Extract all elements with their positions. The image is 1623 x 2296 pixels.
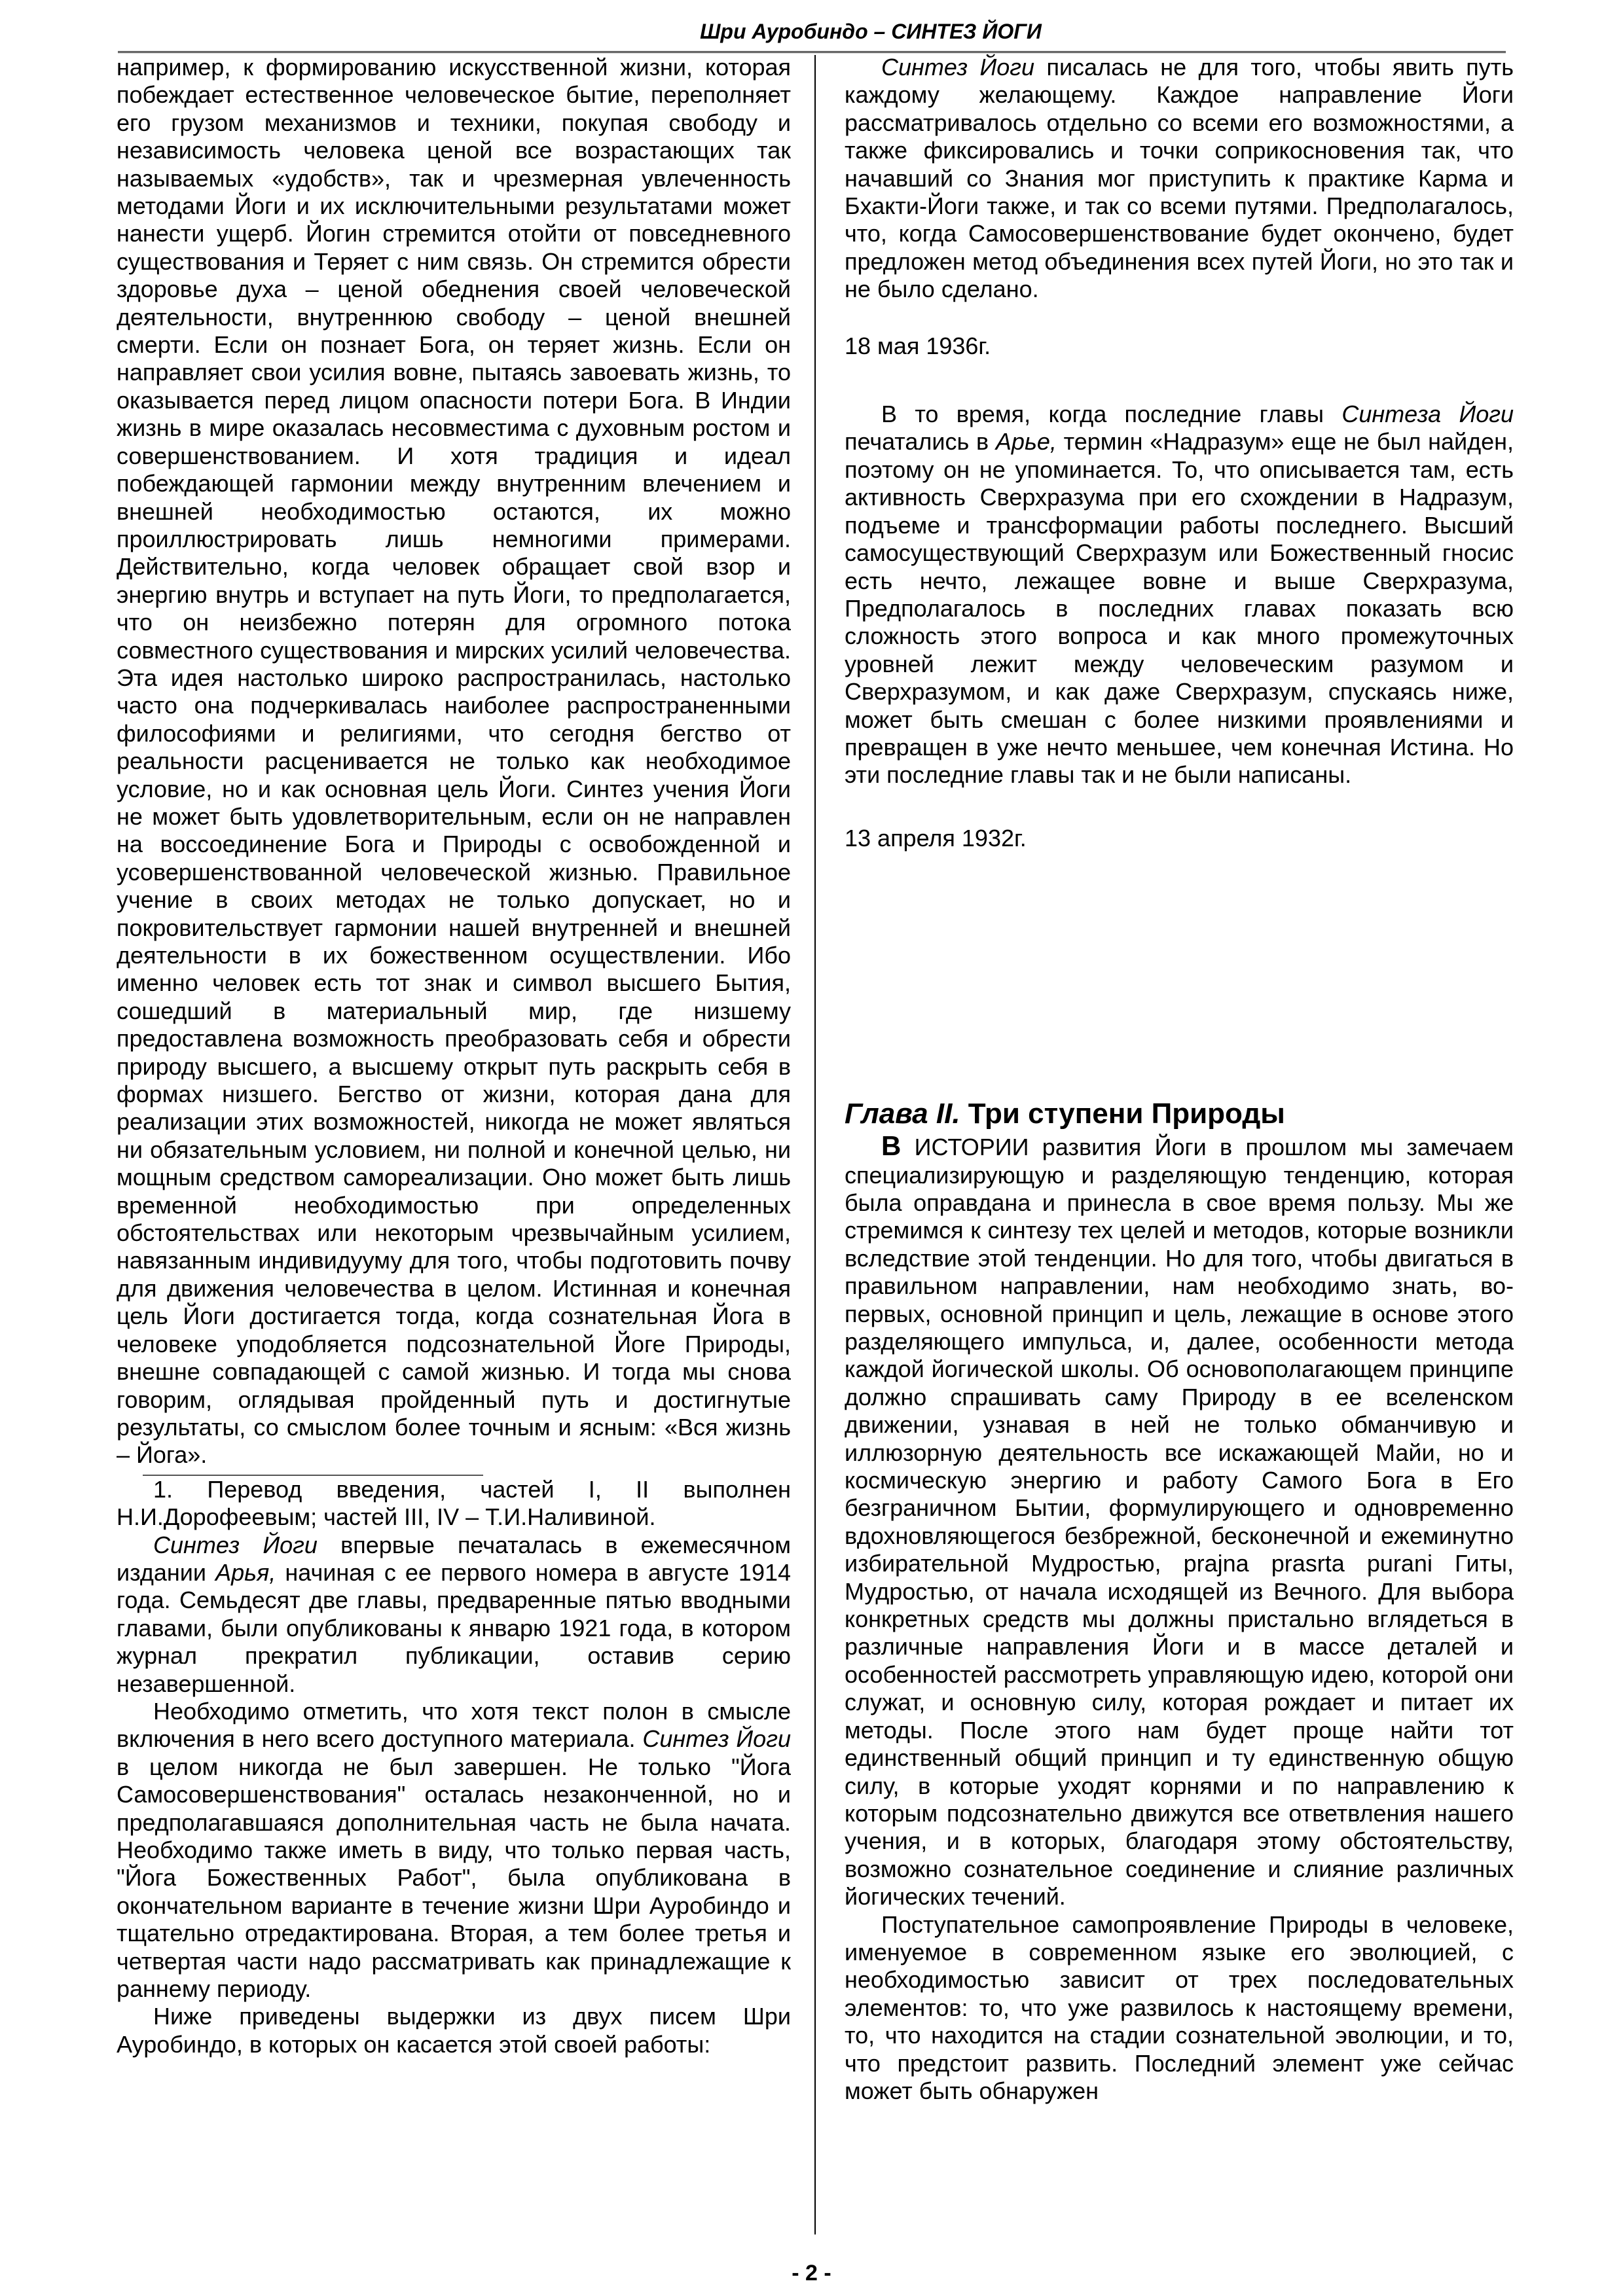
journal-title: Арья,: [215, 1558, 276, 1586]
completeness-paragraph: Необходимо отметить, что хотя текст полон в смысле включения в него всего доступного материала. Синтез Йоги в целом никогда не был завершен. Не только "Йога Самосовершенствования" осталась незаконченной, но и предполагавшаяся дополнительная часть не была начата. Необходимо также иметь в виду, что только первая часть, "Йога Божественных Работ", была опубликована в окончательном варианте в течение жизни Шри Ауробиндо и тщательно отредактирована. Вторая, а тем более третья и четвертая части надо рассматривать как принадлежащие к раннему периоду.: [117, 1697, 791, 2003]
book-title: Синтез Йоги: [881, 54, 1035, 81]
publication-paragraph: Синтез Йоги впервые печаталась в ежемесячном издании Арья, начиная с ее первого номера в августе 1914 года. Семьдесят две главы, предваренные пятью вводными главами, были опубликованы к январю 1921 года, в котором журнал прекратил публикации, оставив серию незавершенной.: [117, 1531, 792, 1697]
letters-intro-paragraph: Ниже приведены выдержки из двух писем Шри Ауробиндо, в которых он касается этой своей работы:: [117, 2003, 791, 2058]
running-header: Шри Ауробиндо – СИНТЕЗ ЙОГИ: [700, 20, 1042, 43]
letter-2: В то время, когда последние главы Синтеза Йоги печатались в Арье, термин «Надразум» еще не был найден, поэтому он не упоминается. То, что описывается там, есть активность Сверхразума при его схождении в Надразум, подъеме и трансформации работы последнего. Высший самосуществующий Сверхразум или Божественный гносис есть нечто, лежащее вовне и выше Сверхразума, Предполагалось в последних главах показать всю сложность этого вопроса и как много промежуточных уровней лежит между человеческим разумом и Сверхразумом, и как даже Сверхразум, спускаясь ниже, может быть смешан с более низкими проявлениями и превращен в уже нечто меньшее, чем конечная Истина. Но эти последние главы так и не были написаны.: [845, 401, 1514, 789]
column-divider: [814, 55, 816, 2234]
journal-title: Арье,: [995, 428, 1057, 456]
page-number: - 2 -: [792, 2261, 831, 2286]
letter-2-date: 13 апреля 1932г.: [845, 824, 1027, 852]
letter-1-date: 18 мая 1936г.: [845, 332, 991, 359]
chapter-label: Глава II.: [845, 1098, 960, 1130]
left-column: [117, 54, 791, 2058]
chapter-paragraph-2: Поступательное самопроявление Природы в человеке, именуемое в современном языке его эволюцией, с необходимостью зависит от трех последовательных элементов: то, что уже развилось к настоящему времени, то, что находится на стадии сознательной эволюции, и то, что предстоит развить. Последний элемент уже сейчас может быть обнаружен: [845, 1910, 1514, 2104]
letter-1: Синтез Йоги писалась не для того, чтобы явить путь каждому желающему. Каждое направление Йоги рассматривалось отдельно со всеми его возможностями, а также фиксировались и точки соприкосновения так, что начавший со Знания мог приступить к практике Карма и Бхакти-Йоги также, и так со всеми путями. Предполагалось, что, когда Самосовершенствование будет окончено, будет предложен метод объединения всех путей Йоги, но это так и не было сделано.: [845, 54, 1514, 303]
translator-footnote: 1. Перевод введения, частей I, II выполнен Н.И.Дорофеевым; частей III, IV – Т.И.Наливиной.: [117, 1475, 791, 1531]
book-title: Синтеза Йоги: [1341, 401, 1514, 428]
book-title: Синтез Йоги: [153, 1531, 318, 1558]
chapter-heading: [845, 1096, 1514, 1132]
drop-cap: В: [881, 1130, 902, 1162]
chapter-name: Три ступени Природы: [968, 1098, 1285, 1130]
continuation-paragraph: например, к формированию искусственной жизни, которая побеждает естественное человеческое бытие, переполняет его грузом механизмов и техники, покупая свободу и независимость человека ценой все возрастающих так называемых «удобств», так и чрезмерная увлеченность методами Йоги и их исключительными результатами может нанести ущерб. Йогин стремится отойти от повседневного существования и Теряет с ним связь. Он стремится обрести здоровье духа – ценой обеднения своей человеческой деятельности, внутреннюю свободу – ценой внешней смерти. Если он познает Бога, он теряет жизнь. Если он направляет свои усилия вовне, пытаясь завоевать жизнь, то оказывается перед лицом опасности потери Бога. В Индии жизнь в мире оказалась несовместима с духовным ростом и совершенствованием. И хотя традиция и идеал побеждающей гармонии между внутренним влечением и внешней необходимостью остаются, их можно проиллюстрировать лишь немногими примерами. Действительно, когда человек обращает свой взор и энергию внутрь и вступает на путь Йоги, то предполагается, что он неизбежно потерян для огромного потока совместного существования и мирских усилий человечества. Эта идея настолько широко распространилась, настолько часто она подчеркивалась наиболее распространенными философиями и религиями, что сегодня бегство от реальности расценивается не только как необходимое условие, но и как основная цель Йоги. Синтез учения Йоги не может быть удовлетворительным, если он не направлен на воссоединение Бога и Природы с освобожденной и усовершенствованной человеческой жизнью. Правильное учение в своих методах не только допускает, но и покровительствует гармонии нашей внутренней и внешней деятельности в их божественном осуществлении. Ибо именно человек есть тот знак и символ высшего Бытия, сошедший в материальный мир, где низшему предоставлена возможность преобразовать себя и обрести природу высшего, а высшему открыт путь раскрыть себя в формах низшего. Бегство от жизни, которая дана для реализации этих возможностей, никогда не может являться ни обязательным условием, ни полной и конечной целью, ни мощным средством самореализации. Оно может быть лишь временной необходимостью при определенных обстоятельствах или некоторым чрезвычайным усилием, навязанным индивидууму для того, чтобы подготовить почву для движения человечества в целом. Истинная и конечная цель Йоги достигается тогда, когда сознательная Йога в человеке уподобляется подсознательной Йоге Природы, внешне совпадающей с самой жизнью. И тогда мы снова говорим, оглядывая пройденный путь и достигнутые результаты, со смыслом более точным и ясным: «Вся жизнь – Йога».: [117, 54, 791, 1469]
chapter-paragraph-1: В ИСТОРИИ развития Йоги в прошлом мы замечаем специализирующую и разделяющую тенденцию, которая была оправдана и принесла в свое время пользу. Мы же стремимся к синтезу тех целей и методов, которые возникли вследствие этой тенденции. Но для того, чтобы двигаться в правильном направлении, нам необходимо знать, во-первых, основной принцип и цель, лежащие в основе этого разделяющего импульса, и, далее, особенности метода каждой йогической школы. Об основополагающем принципе должно спрашивать саму Природу в ее вселенском движении, узнавая в ней не только обманчивую и иллюзорную деятельность все искажающей Майи, но и космическую энергию и работу Самого Бога в Его безграничном Бытии, формулирующего и одновременно вдохновляющегося безбрежной, бесконечной и ежеминутно избирательной Мудростью, prajna prasrta purani Гиты, Мудростью, от начала исходящей из Вечного. Для выбора конкретных средств мы должны пристально вглядеться в различные направления Йоги и в массе деталей и особенностей рассмотреть управляющую идею, которой они служат, и основную силу, которая рождает и питает их методы. После этого нам будет проще найти тот единственный общий принцип и ту единственную общую силу, в которые уходят корнями и по направлению к которым подсознательно движутся все ответвления нашего учения, и в которых, благодаря этому обстоятельству, возможно сознательное соединение и слияние различных йогических течений.: [845, 1130, 1514, 1910]
header-rule: [118, 51, 1506, 53]
book-title: Синтез Йоги: [642, 1725, 791, 1753]
right-column: [845, 54, 1514, 2105]
